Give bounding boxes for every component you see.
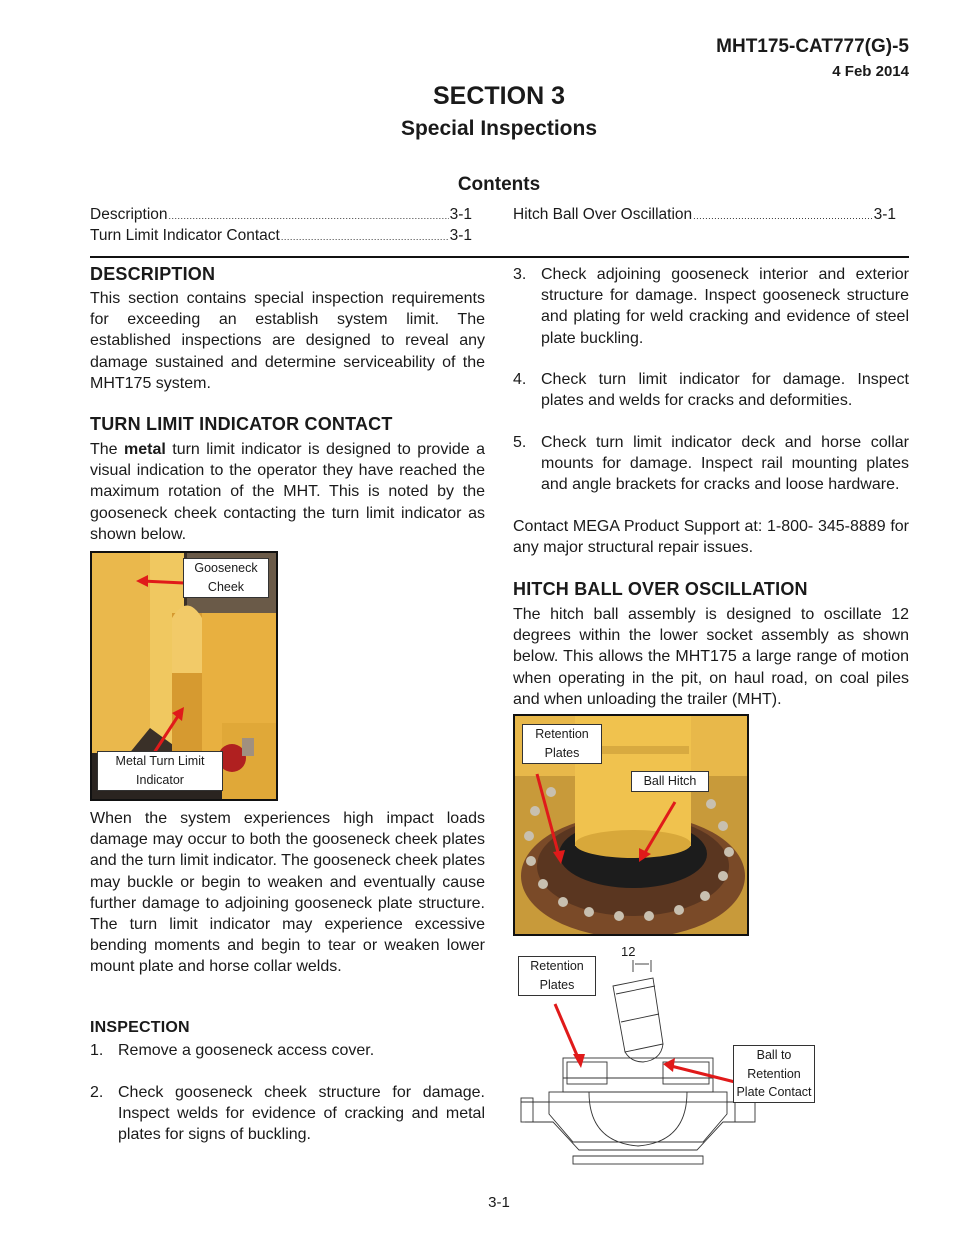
- gooseneck-photo: [90, 551, 278, 801]
- toc-entry-turn-limit[interactable]: [90, 227, 472, 245]
- turn-limit-heading: TURN LIMIT INDICATOR CONTACT: [90, 414, 393, 434]
- impact-text: When the system experiences high impact loads damage may occur to both the gooseneck cheek plates and the turn limit indicator. The gooseneck cheek plates may buckle or begin to weaken and eventually cause further damage to adjoining gooseneck plate structure. The turn limit indicator may experience excessive bending moments and begin to tear or weaken lower mount plate and horse collar welds.: [90, 810, 485, 976]
- toc-page: 3-1: [449, 206, 472, 223]
- description-heading: DESCRIPTION: [90, 264, 216, 284]
- contents-title: Contents: [457, 174, 541, 195]
- page-number: 3-1: [488, 1194, 510, 1211]
- inspection-step: 5. Check turn limit indicator deck and horse collar mounts for damage. Inspect rail mounting plates and angle brackets for cracks and loose hardware.: [513, 434, 909, 494]
- toc-leader: [281, 227, 449, 245]
- oscillation-diagram: [513, 942, 823, 1170]
- turn-limit-text: The metal turn limit indicator is designed to provide a visual indication to the operator they have reached the maximum rotation of the MHT. This is noted by the gooseneck cheek contacting the turn limit indicator as shown below.: [90, 441, 486, 543]
- toc-label: Turn Limit Indicator Contact: [90, 227, 280, 244]
- contents-divider: [90, 256, 909, 258]
- document-date: 4 Feb 2014: [832, 63, 909, 80]
- gooseneck-cheek-label: Gooseneck Cheek: [183, 558, 269, 598]
- hitch-ball-text: The hitch ball assembly is designed to oscillate 12 degrees within the lower socket assembly as shown below. This allows the MHT175 a large range of motion when operating in the pit, on haul road, on coal piles and when unloading the trailer (MHT).: [513, 606, 909, 708]
- retention-plates-diagram-label: Retention Plates: [518, 956, 596, 996]
- toc-entry-description[interactable]: [90, 206, 472, 224]
- toc-entry-hitch-ball[interactable]: [513, 206, 896, 224]
- toc-label: Description: [90, 206, 168, 223]
- support-contact-text: Contact MEGA Product Support at: 1-800- 345-8889 for any major structural repair issues.: [513, 518, 909, 557]
- toc-leader: [693, 206, 872, 224]
- ball-contact-label: Ball to Retention Plate Contact: [733, 1045, 815, 1103]
- retention-plates-photo-label: Retention Plates: [522, 724, 602, 764]
- description-text: This section contains special inspection requirements for exceeding an establish system limit. The established inspections are designed to reveal any damage sustained and determine serviceability of the MHT175 system.: [90, 290, 485, 392]
- inspection-step: 3. Check adjoining gooseneck interior and exterior structure for damage. Inspect gooseneck structure and plating for weld cracking and evidence of steel plate buckling.: [513, 266, 909, 347]
- section-title: SECTION 3: [433, 82, 565, 110]
- inspection-step: 1. Remove a gooseneck access cover.: [90, 1042, 375, 1059]
- hitch-ball-heading: HITCH BALL OVER OSCILLATION: [513, 579, 808, 599]
- toc-label: Hitch Ball Over Oscillation: [513, 206, 693, 223]
- ball-hitch-label: Ball Hitch: [631, 771, 709, 792]
- inspection-heading: INSPECTION: [90, 1019, 190, 1036]
- section-subtitle: Special Inspections: [400, 117, 598, 140]
- inspection-step: 2. Check gooseneck cheek structure for damage. Inspect welds for evidence of cracking and metal plates for signs of buckling.: [90, 1084, 485, 1144]
- toc-page: 3-1: [449, 227, 472, 244]
- ball-hitch-photo: [513, 714, 749, 936]
- inspection-step: 4. Check turn limit indicator for damage. Inspect plates and welds for cracks and deformities.: [513, 371, 909, 410]
- oscillation-angle-label: 12: [621, 944, 636, 959]
- turn-limit-indicator-label: Metal Turn Limit Indicator: [97, 751, 223, 791]
- toc-page: 3-1: [873, 206, 896, 223]
- document-code: MHT175-CAT777(G)-5: [716, 36, 909, 57]
- toc-leader: [169, 206, 449, 224]
